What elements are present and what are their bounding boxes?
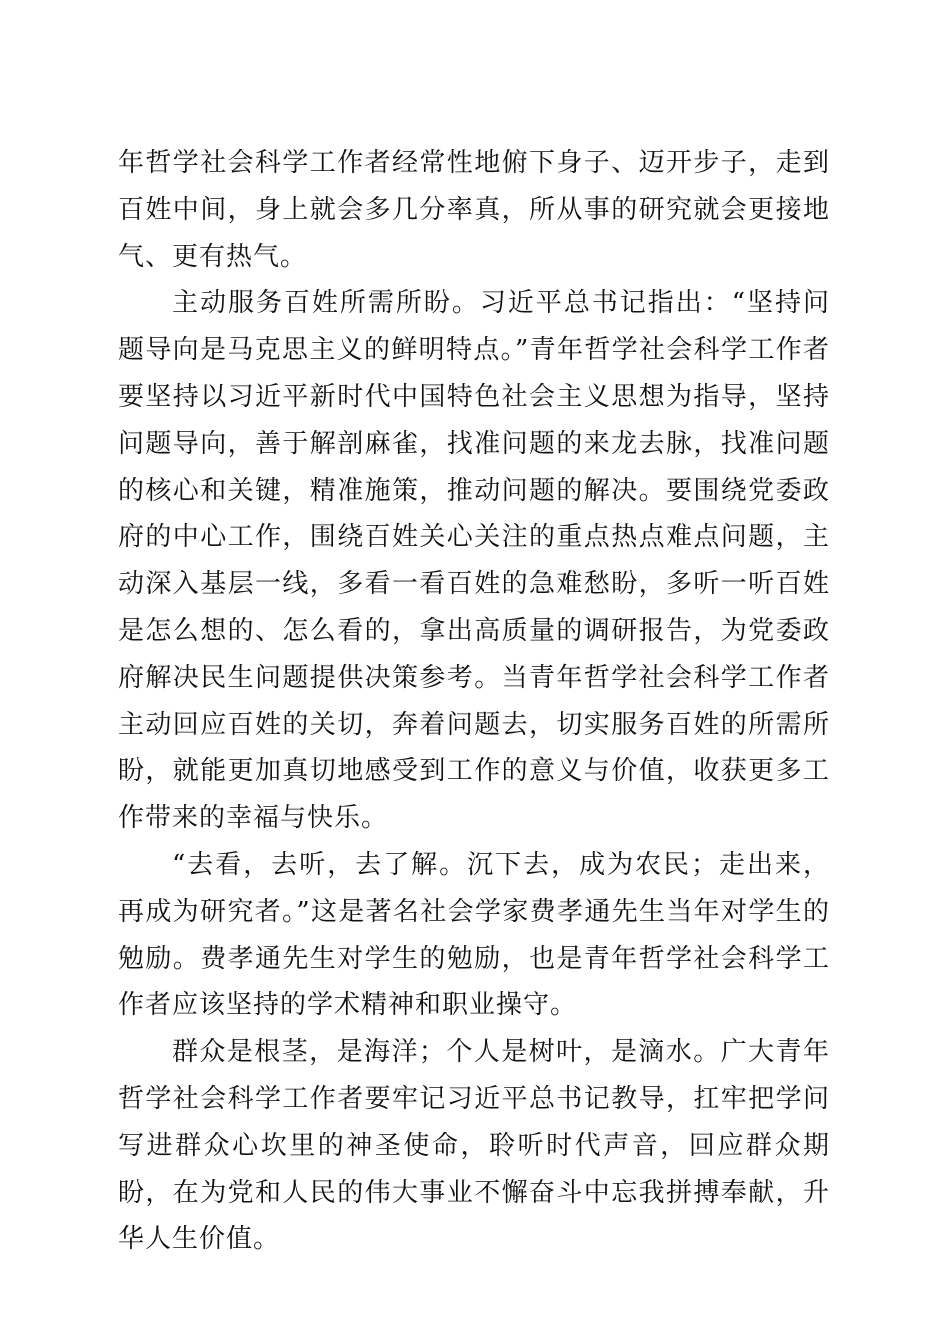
paragraph-1: 年哲学社会科学工作者经常性地俯下身子、迈开步子，走到百姓中间，身上就会多几分率真，所从事的研究就会更接地气、更有热气。 [118, 148, 830, 272]
paragraph-2: 主动服务百姓所需所盼。习近平总书记指出：“坚持问题导向是马克思主义的鲜明特点。”青年哲学社会科学工作者要坚持以习近平新时代中国特色社会主义思想为指导，坚持问题导向，善于解剖麻雀，找准问题的来龙去脉，找准问题的核心和关键，精准施策，推动问题的解决。要围绕党委政府的中心工作，围绕百姓关心关注的重点热点难点问题，主动深入基层一线，多看一看百姓的急难愁盼，多听一听百姓是怎么想的、怎么看的，拿出高质量的调研报告，为党委政府解决民生问题提供决策参考。当青年哲学社会科学工作者主动回应百姓的关切，奔着问题去，切实服务百姓的所需所盼，就能更加真切地感受到工作的意义与价值，收获更多工作带来的幸福与快乐。 [118, 288, 830, 834]
document-body [118, 140, 830, 1263]
paragraph-3: “去看，去听，去了解。沉下去，成为农民；走出来，再成为研究者。”这是著名社会学家费孝通先生当年对学生的勉励。费孝通先生对学生的勉励，也是青年哲学社会科学工作者应该坚持的学术精神和职业操守。 [118, 849, 830, 1021]
paragraph-4: 群众是根茎，是海洋；个人是树叶，是滴水。广大青年哲学社会科学工作者要牢记习近平总书记教导，扛牢把学问写进群众心坎里的神圣使命，聆听时代声音，回应群众期盼，在为党和人民的伟大事业不懈奋斗中忘我拼搏奉献，升华人生价值。 [118, 1037, 830, 1255]
